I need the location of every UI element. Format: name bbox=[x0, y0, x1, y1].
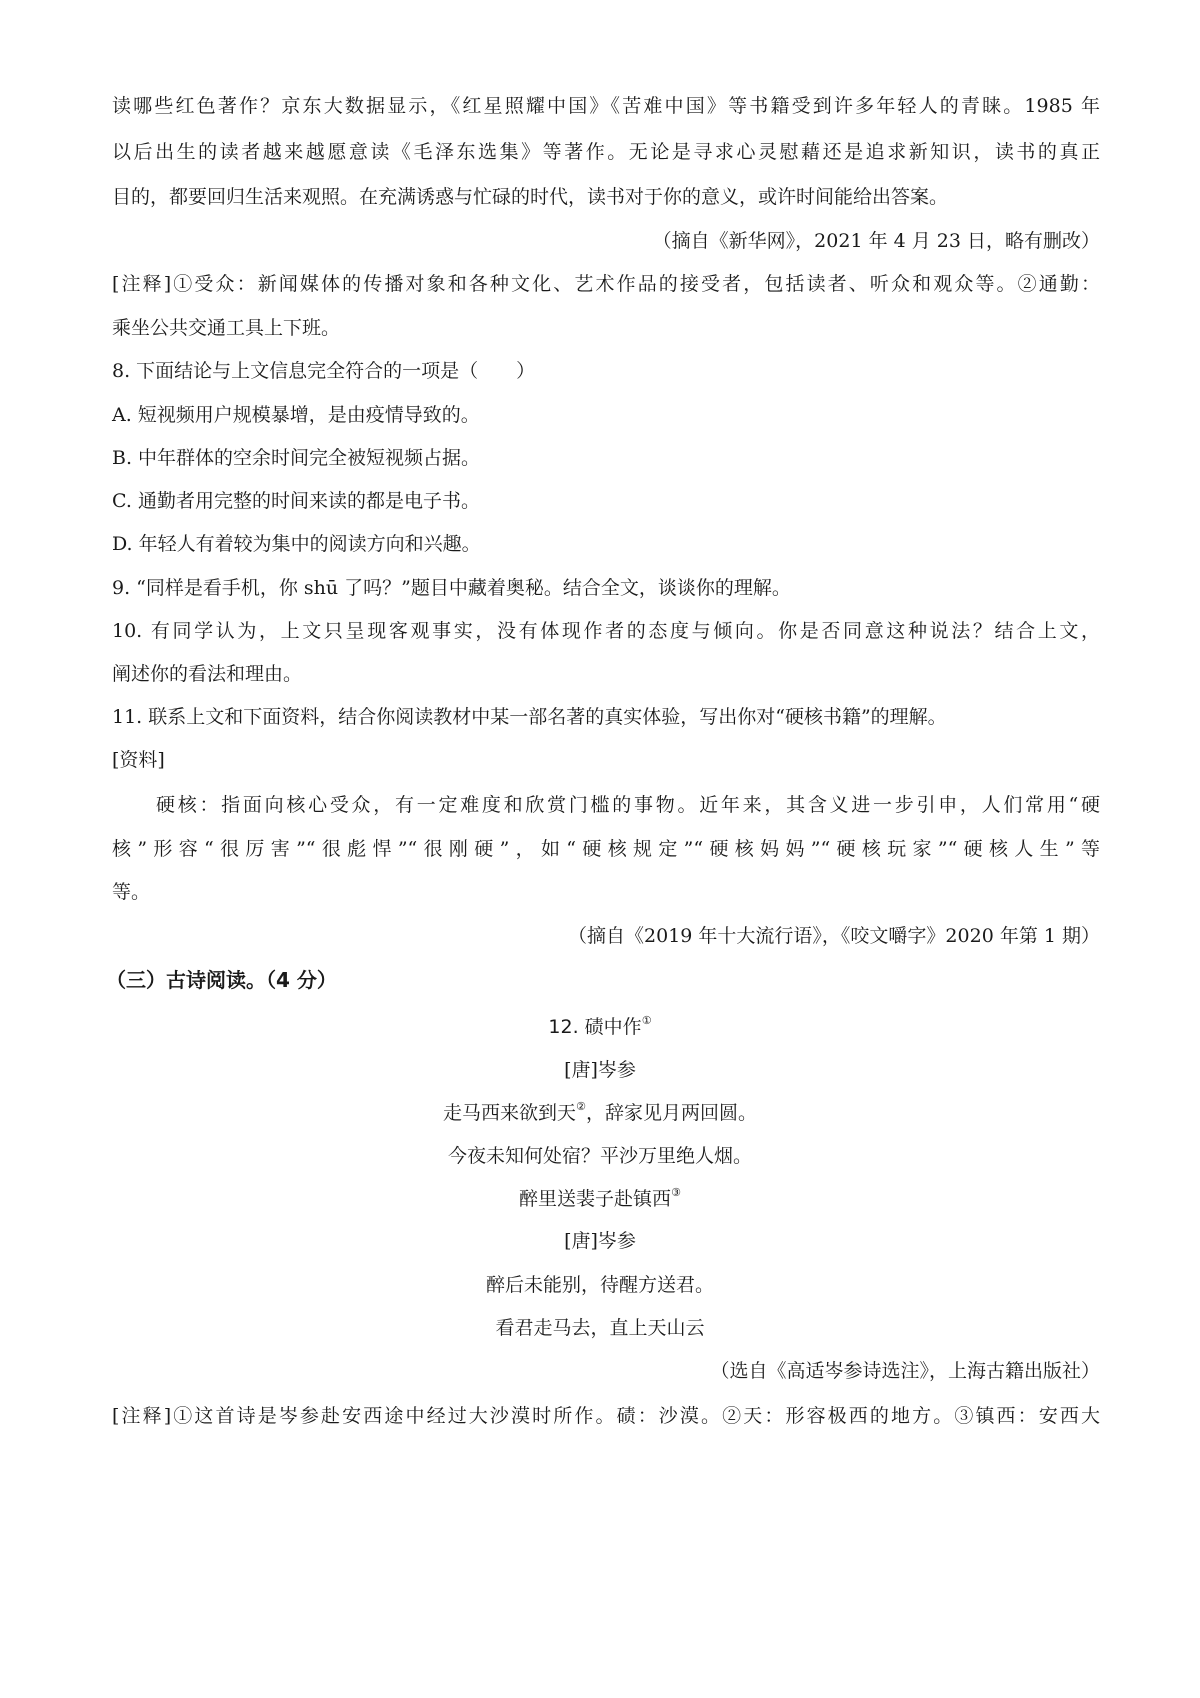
poem-2-title-text: 醉里送裴子赴镇西 bbox=[519, 1188, 672, 1210]
notes-line-2: 乘坐公共交通工具上下班。 bbox=[112, 317, 341, 339]
poem-2-line-1: 醉后未能别，待醒方送君。 bbox=[485, 1274, 714, 1296]
passage-line-2: 以后出生的读者越来越愿意读《毛泽东选集》等著作。无论是寻求心灵慰藉还是追求新知识，读书的真正 bbox=[112, 141, 1100, 163]
question-9: 9. “同样是看手机，你 shū 了吗？”题目中藏着奥秘。结合全文，谈谈你的理解。 bbox=[112, 577, 791, 599]
passage-line-3: 目的，都要回归生活来观照。在充满诱惑与忙碌的时代，读书对于你的意义，或许时间能给出答案。 bbox=[112, 186, 949, 208]
passage-line-1: 读哪些红色著作？京东大数据显示，《红星照耀中国》《苦难中国》等书籍受到许多年轻人的青睐。1985 年 bbox=[112, 95, 1100, 117]
poem-notes-line-1: [注释]①这首诗是岑参赴安西途中经过大沙漠时所作。碛：沙漠。②天：形容极西的地方。③镇西：安西大 bbox=[112, 1405, 1100, 1427]
poem-1-title-note-mark: ① bbox=[641, 1014, 652, 1027]
poem-1-author: [唐]岑参 bbox=[564, 1059, 636, 1081]
poem-1-line-2: 今夜未知何处宿？平沙万里绝人烟。 bbox=[447, 1145, 752, 1167]
material-line-2: 核”形容“很厉害”“很彪悍”“很刚硬”，如“硬核规定”“硬核妈妈”“硬核玩家”“硬核人生”等 bbox=[112, 838, 1100, 860]
poem-2-title-note-mark: ③ bbox=[671, 1186, 681, 1199]
poem-1-line-1-note-mark: ② bbox=[576, 1100, 586, 1113]
question-11: 11. 联系上文和下面资料，结合你阅读教材中某一部名著的真实体验，写出你对“硬核书籍”的理解。 bbox=[112, 706, 947, 728]
poem-1-title bbox=[0, 1013, 1200, 1041]
notes-line-1: [注释]①受众：新闻媒体的传播对象和各种文化、艺术作品的接受者，包括读者、听众和观众等。②通勤： bbox=[112, 273, 1100, 295]
question-10-line-2: 阐述你的看法和理由。 bbox=[112, 663, 303, 685]
passage-source: （摘自《新华网》，2021 年 4 月 23 日，略有删改） bbox=[652, 230, 1100, 252]
poem-2-author: [唐]岑参 bbox=[564, 1230, 636, 1252]
poem-1-line-1 bbox=[0, 1099, 1200, 1127]
material-line-3: 等。 bbox=[112, 881, 151, 903]
material-label: [资料] bbox=[112, 749, 165, 771]
question-8-option-d: D. 年轻人有着较为集中的阅读方向和兴趣。 bbox=[112, 533, 481, 555]
material-source: （摘自《2019 年十大流行语》，《咬文嚼字》2020 年第 1 期） bbox=[568, 925, 1100, 947]
section-heading: （三）古诗阅读。（4 分） bbox=[106, 968, 337, 992]
poem-1-line-1-part-b: ，辞家见月两回圆。 bbox=[585, 1102, 757, 1124]
poem-1-title-text: 12. 碛中作 bbox=[548, 1016, 642, 1038]
question-8-stem: 8. 下面结论与上文信息完全符合的一项是（ ） bbox=[112, 360, 536, 382]
poem-2-title bbox=[0, 1185, 1200, 1213]
poem-2-source: （选自《高适岑参诗选注》，上海古籍出版社） bbox=[710, 1360, 1100, 1382]
question-8-option-c: C. 通勤者用完整的时间来读的都是电子书。 bbox=[112, 490, 480, 512]
poem-2-line-2: 看君走马去，直上天山云 bbox=[495, 1317, 705, 1339]
poem-1-line-1-part-a: 走马西来欲到天 bbox=[443, 1102, 577, 1124]
question-10-line-1: 10. 有同学认为，上文只呈现客观事实，没有体现作者的态度与倾向。你是否同意这种说法？结合上文， bbox=[112, 620, 1100, 642]
question-8-option-a: A. 短视频用户规模暴增，是由疫情导致的。 bbox=[112, 404, 480, 426]
question-8-option-b: B. 中年群体的空余时间完全被短视频占据。 bbox=[112, 447, 481, 469]
material-line-1: 硬核：指面向核心受众，有一定难度和欣赏门槛的事物。近年来，其含义进一步引申，人们常用“硬 bbox=[156, 794, 1100, 816]
